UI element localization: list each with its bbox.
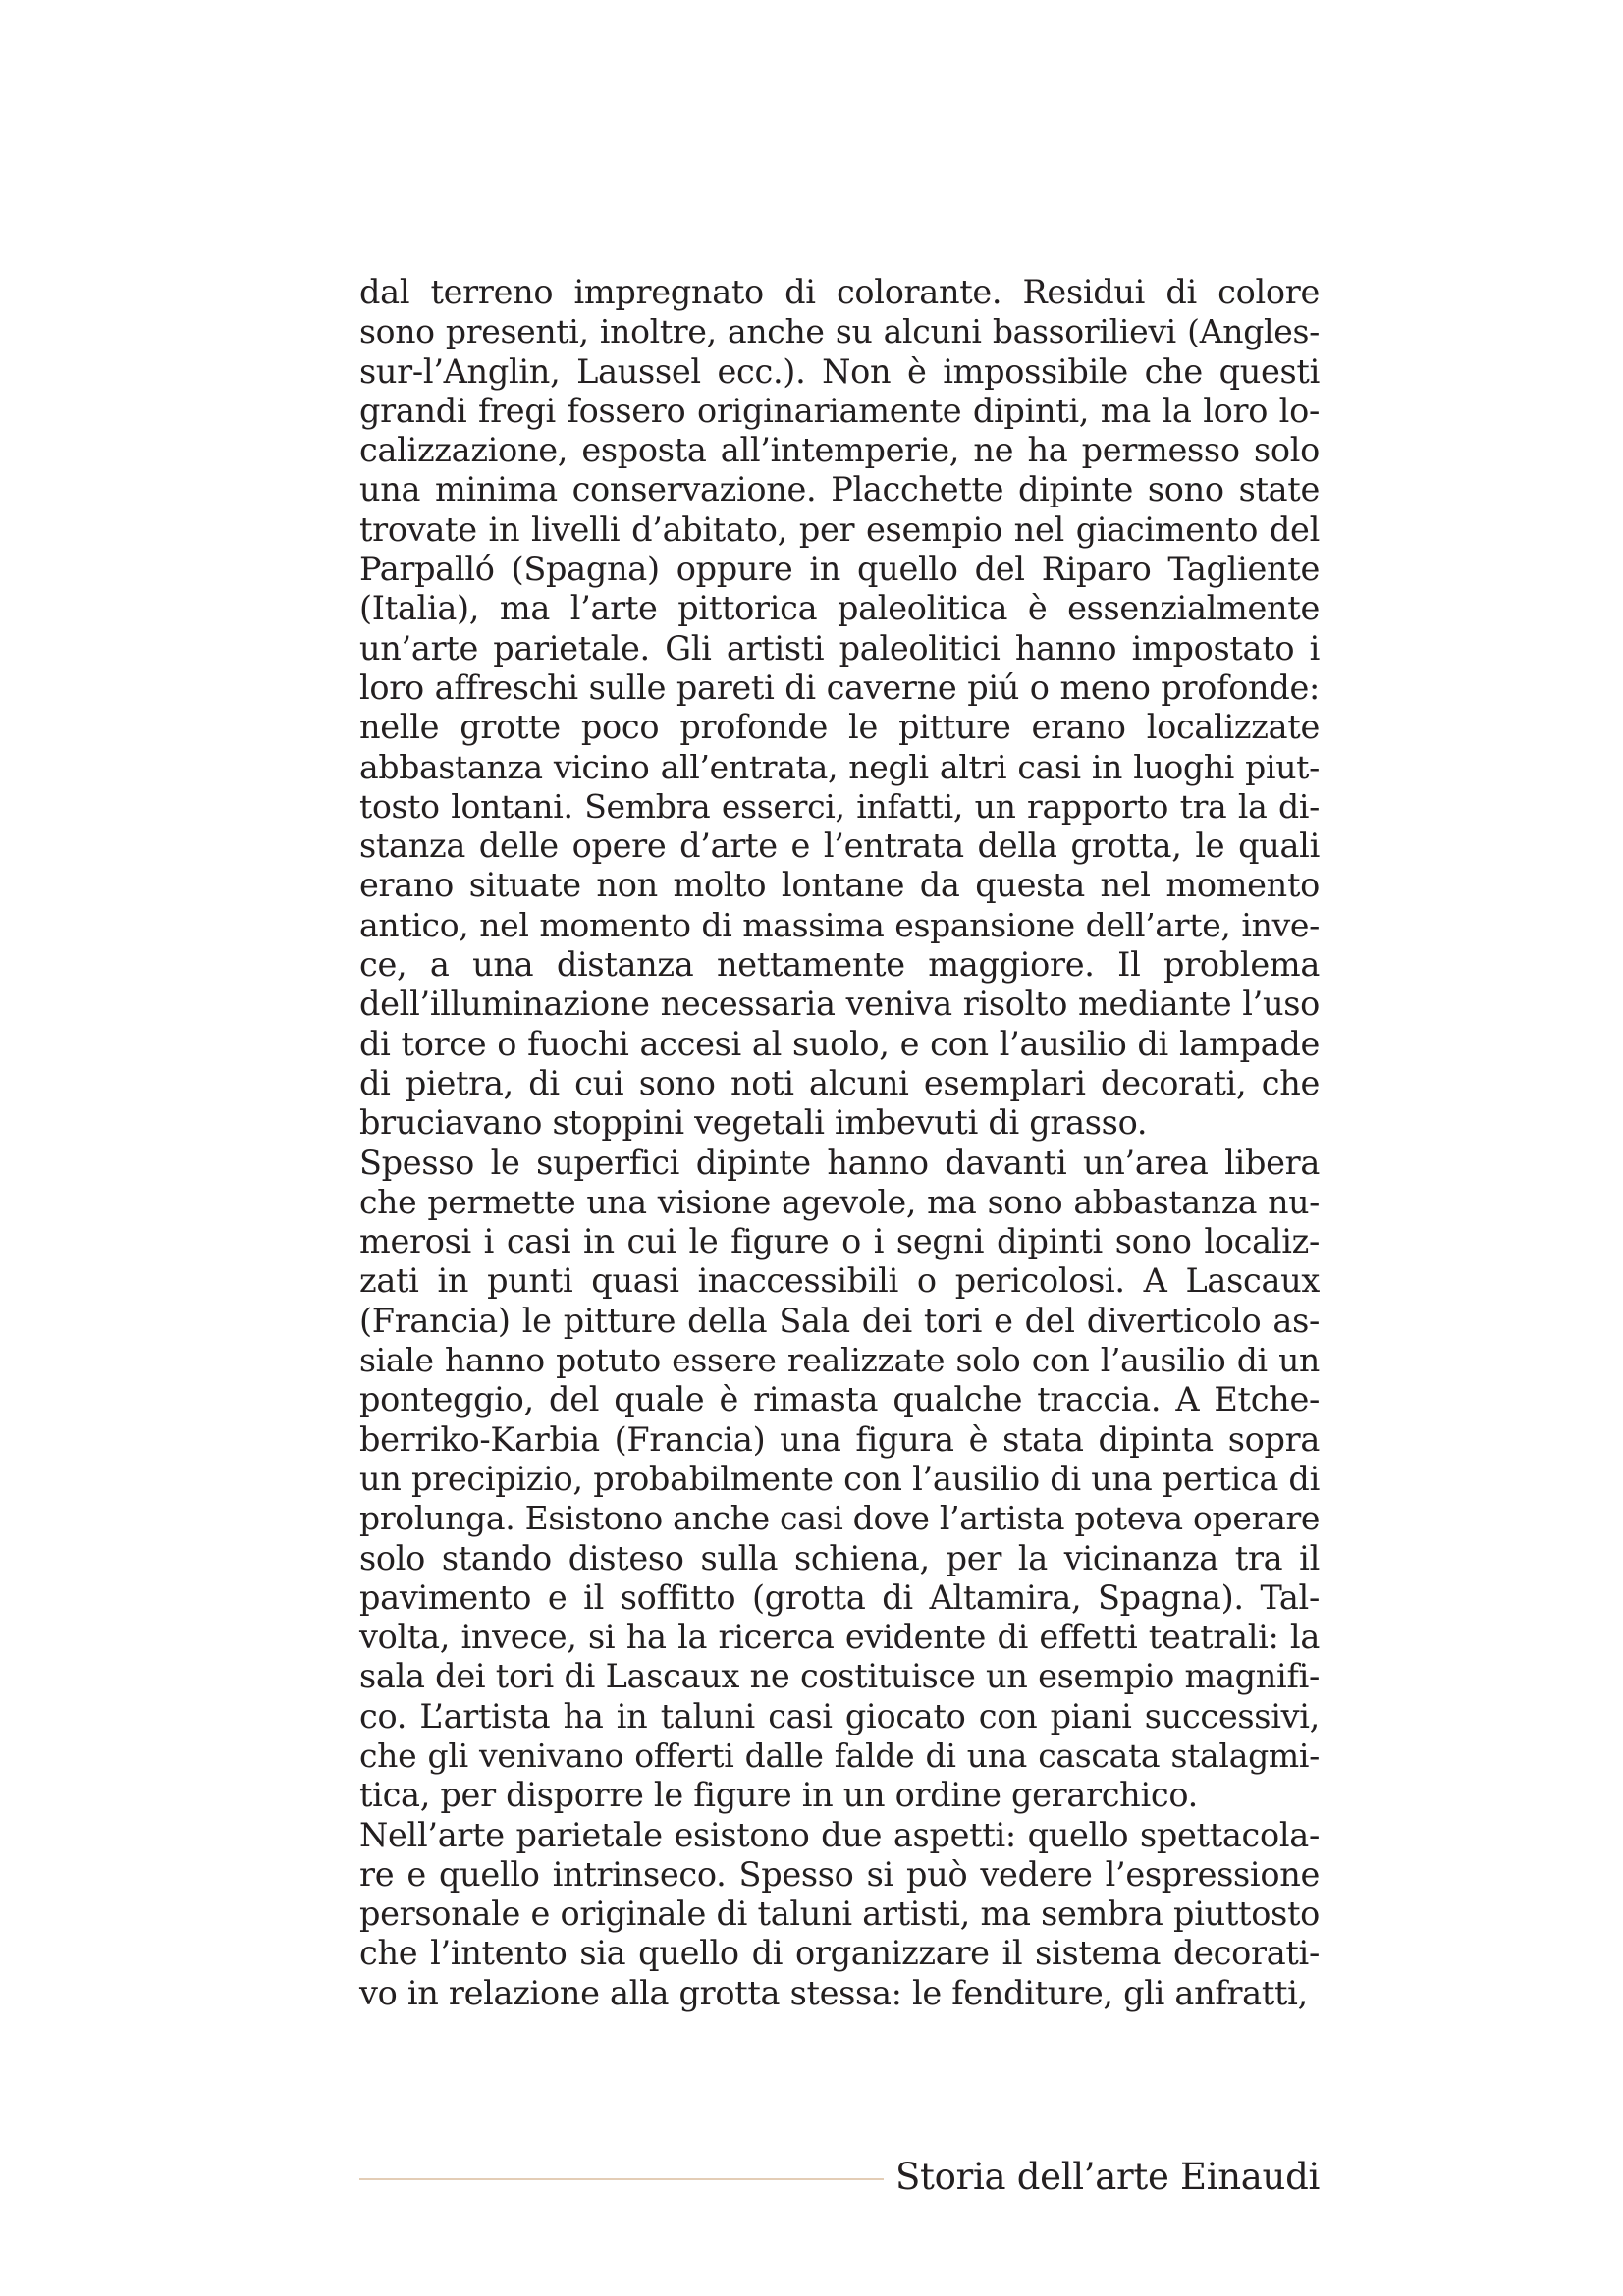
text-line: loro affreschi sulle pareti di caverne piú o meno profonde: [359,667,1320,707]
text-line: grandi fregi fossero originariamente dipinti, ma la loro lo- [359,391,1320,430]
text-line: solo stando disteso sulla schiena, per la vicinanza tra il [359,1538,1320,1577]
text-line: calizzazione, esposta all’intemperie, ne ha permesso solo [359,431,1320,470]
text-line: sur-l’Anglin, Laussel ecc.). Non è impossibile che questi [359,351,1320,391]
text-line: tosto lontani. Sembra esserci, infatti, un rapporto tra la di- [359,786,1320,826]
body-text [359,273,1320,2013]
text-line: un precipizio, probabilmente con l’ausilio di una pertica di [359,1459,1320,1498]
text-line: berriko-Karbia (Francia) una figura è stata dipinta sopra [359,1419,1320,1459]
text-line: che l’intento sia quello di organizzare il sistema decorati- [359,1934,1320,1973]
text-line: una minima conservazione. Placchette dipinte sono state [359,470,1320,509]
text-line: bruciavano stoppini vegetali imbevuti di grasso. [359,1103,1148,1143]
footer-title: Storia dell’arte Einaudi [895,2156,1320,2198]
text-line: ce, a una distanza nettamente maggiore. Il problema [359,945,1320,985]
text-line: sono presenti, inoltre, anche su alcuni bassorilievi (Angles- [359,312,1320,351]
text-line: personale e originale di taluni artisti, ma sembra piuttosto [359,1895,1320,1934]
text-line: trovate in livelli d’abitato, per esempio nel giacimento del [359,509,1320,549]
text-line: abbastanza vicino all’entrata, negli altri casi in luoghi piut- [359,747,1320,786]
text-line: prolunga. Esistono anche casi dove l’artista poteva operare [359,1499,1321,1538]
text-line: Spesso le superfici dipinte hanno davanti un’area libera [359,1143,1320,1182]
paragraph [359,1816,1320,2013]
paragraph [359,273,1320,1144]
text-line: Nell’arte parietale esistono due aspetti: quello spettacola- [359,1815,1320,1854]
text-line: vo in relazione alla grotta stessa: le fenditure, gli anfratti, [359,1973,1308,2012]
text-line: tica, per disporre le figure in un ordine gerarchico. [359,1776,1198,1815]
text-line: sala dei tori di Lascaux ne costituisce un esempio magnifi- [359,1657,1320,1696]
text-line: siale hanno potuto essere realizzate solo con l’ausilio di un [359,1341,1320,1380]
text-line: volta, invece, si ha la ricerca evidente di effetti teatrali: la [359,1618,1320,1657]
text-line: che gli venivano offerti dalle falde di una cascata stalagmi- [359,1735,1320,1775]
text-line: merosi i casi in cui le figure o i segni dipinti sono localiz- [359,1222,1320,1261]
text-line: dal terreno impregnato di colorante. Residui di colore [359,273,1320,311]
text-line: che permette una visione agevole, ma sono abbastanza nu- [359,1182,1320,1221]
text-line: re e quello intrinseco. Spesso si può vedere l’espressione [359,1854,1320,1894]
text-line: antico, nel momento di massima espansione dell’arte, inve- [359,905,1320,944]
text-line: di torce o fuochi accesi al suolo, e con l’ausilio di lampade [359,1024,1320,1063]
text-line: ponteggio, del quale è rimasta qualche traccia. A Etche- [359,1380,1320,1419]
text-line: zati in punti quasi inaccessibili o pericolosi. A Lascaux [359,1261,1320,1301]
text-line: (Francia) le pitture della Sala dei tori e del diverticolo as- [359,1301,1320,1340]
footer-rule [359,2178,884,2180]
text-line: di pietra, di cui sono noti alcuni esemplari decorati, che [359,1063,1320,1102]
text-line: (Italia), ma l’arte pittorica paleolitica è essenzialmente [359,589,1320,628]
text-line: un’arte parietale. Gli artisti paleolitici hanno impostato i [359,628,1320,667]
text-line: stanza delle opere d’arte e l’entrata della grotta, le quali [359,827,1320,866]
text-line: dell’illuminazione necessaria veniva risolto mediante l’uso [359,985,1320,1024]
text-line: Parpalló (Spagna) oppure in quello del Riparo Tagliente [359,550,1320,589]
text-line: nelle grotte poco profonde le pitture erano localizzate [359,708,1320,747]
text-line: erano situate non molto lontane da questa nel momento [359,866,1320,905]
paragraph [359,1144,1320,1816]
text-line: pavimento e il soffitto (grotta di Altamira, Spagna). Tal- [359,1577,1320,1617]
text-line: co. L’artista ha in taluni casi giocato con piani successivi, [359,1696,1320,1735]
